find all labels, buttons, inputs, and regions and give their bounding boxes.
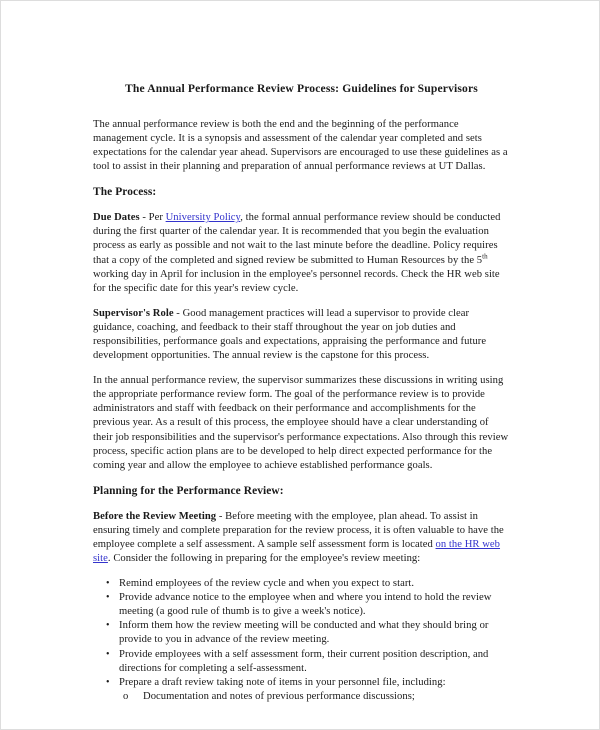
supervisors-role-label: Supervisor's Role	[93, 307, 174, 319]
list-item	[93, 619, 510, 647]
sub-bullet-marker-icon: o	[123, 690, 129, 702]
bullet-marker-icon: •	[106, 620, 110, 632]
supervisors-role-text: - Good management practices will lead a supervisor to provide clear guidance, coaching, and feedback to their staff throughout the year on job duties and responsibilities, performance goals and expectations, appraising the performance and future development opportunities. The annual review is the capstone for this process.	[93, 307, 487, 362]
bullet-marker-icon: •	[106, 578, 110, 590]
list-item-text: Inform them how the review meeting will be conducted and what they should bring or provide to you in advance of the review meeting.	[119, 620, 489, 646]
list-item	[93, 648, 510, 676]
preparation-bullet-list	[93, 577, 510, 704]
heading-the-process: The Process:	[93, 186, 157, 199]
before-review-meeting-text-after-link: . Consider the following in preparing for the employee's review meeting:	[107, 552, 421, 564]
list-item	[93, 577, 510, 591]
list-item-text: Remind employees of the review cycle and when you expect to start.	[119, 578, 415, 590]
heading-planning: Planning for the Performance Review:	[93, 484, 284, 497]
due-dates-text-after-link-a: , the formal annual performance review should be conducted during the first quarter of the calendar year. It is recommended that you begin the evaluation process as early as possible and not wait to the last minute before the deadline. Policy requires that a copy of the completed and signed review be submitted to Human Resources by the 5	[93, 212, 501, 266]
paragraph-supervisors-role	[93, 307, 510, 363]
due-dates-label: Due Dates	[93, 212, 140, 224]
university-policy-link[interactable]: University Policy	[165, 212, 241, 224]
list-item-text: Prepare a draft review taking note of items in your personnel file, including:	[119, 676, 446, 688]
bullet-marker-icon: •	[106, 592, 110, 604]
before-review-meeting-label: Before the Review Meeting	[93, 510, 217, 522]
list-item	[93, 591, 510, 619]
sub-list-item	[119, 690, 510, 704]
paragraph-due-dates	[93, 211, 510, 296]
list-item-text: Provide employees with a self assessment form, their current position description, and directions for completing a self-assessment.	[119, 648, 489, 674]
before-review-meeting-text-before-link: - Before meeting with the employee, plan ahead. To assist in ensuring timely and complete preparation for the review process, it is often valuable to have the employee complete a self assessment. A sample self assessment form is located	[93, 510, 504, 550]
list-item-text: Provide advance notice to the employee when and where you intend to hold the review meeting (a good rule of thumb is to give a week's notice).	[119, 592, 492, 618]
due-dates-text-after-link-b: working day in April for inclusion in the employee's personnel records. Check the HR web site for the specific date for this year's review cycle.	[93, 268, 500, 294]
ordinal-superscript: th	[482, 252, 488, 261]
intro-paragraph: The annual performance review is both the end and the beginning of the performance management cycle. It is a synopsis and assessment of the calendar year completed and sets expectations for the calendar year ahead. Supervisors are encouraged to use these guidelines as a tool to assist in their planning and preparation of annual performance reviews at UT Dallas.	[93, 119, 508, 173]
document-body	[93, 81, 510, 704]
due-dates-text-before-link: - Per	[139, 212, 166, 224]
bullet-marker-icon: •	[106, 676, 110, 688]
paragraph-before-review-meeting	[93, 510, 510, 566]
sub-list-item-text: Documentation and notes of previous performance discussions;	[143, 690, 415, 702]
paragraph-review-summary: In the annual performance review, the supervisor summarizes these discussions in writing using the appropriate performance review form. The goal of the performance review is to provide administrators and staff with feedback on their performance and accomplishments for the previous year. As a result of this process, the employee should have a clear understanding of their job responsibilities and the supervisor's performance expectations. Also through this review process, specific action plans are to be developed to help direct expected performance for the coming year and allow the employee to achieve established performance goals.	[93, 375, 509, 471]
hr-web-site-link[interactable]: on the HR web site	[93, 538, 501, 564]
bullet-marker-icon: •	[106, 648, 110, 660]
personnel-file-sublist	[119, 690, 510, 704]
page-title: The Annual Performance Review Process: Guidelines for Supervisors	[125, 82, 478, 95]
list-item	[93, 676, 510, 704]
